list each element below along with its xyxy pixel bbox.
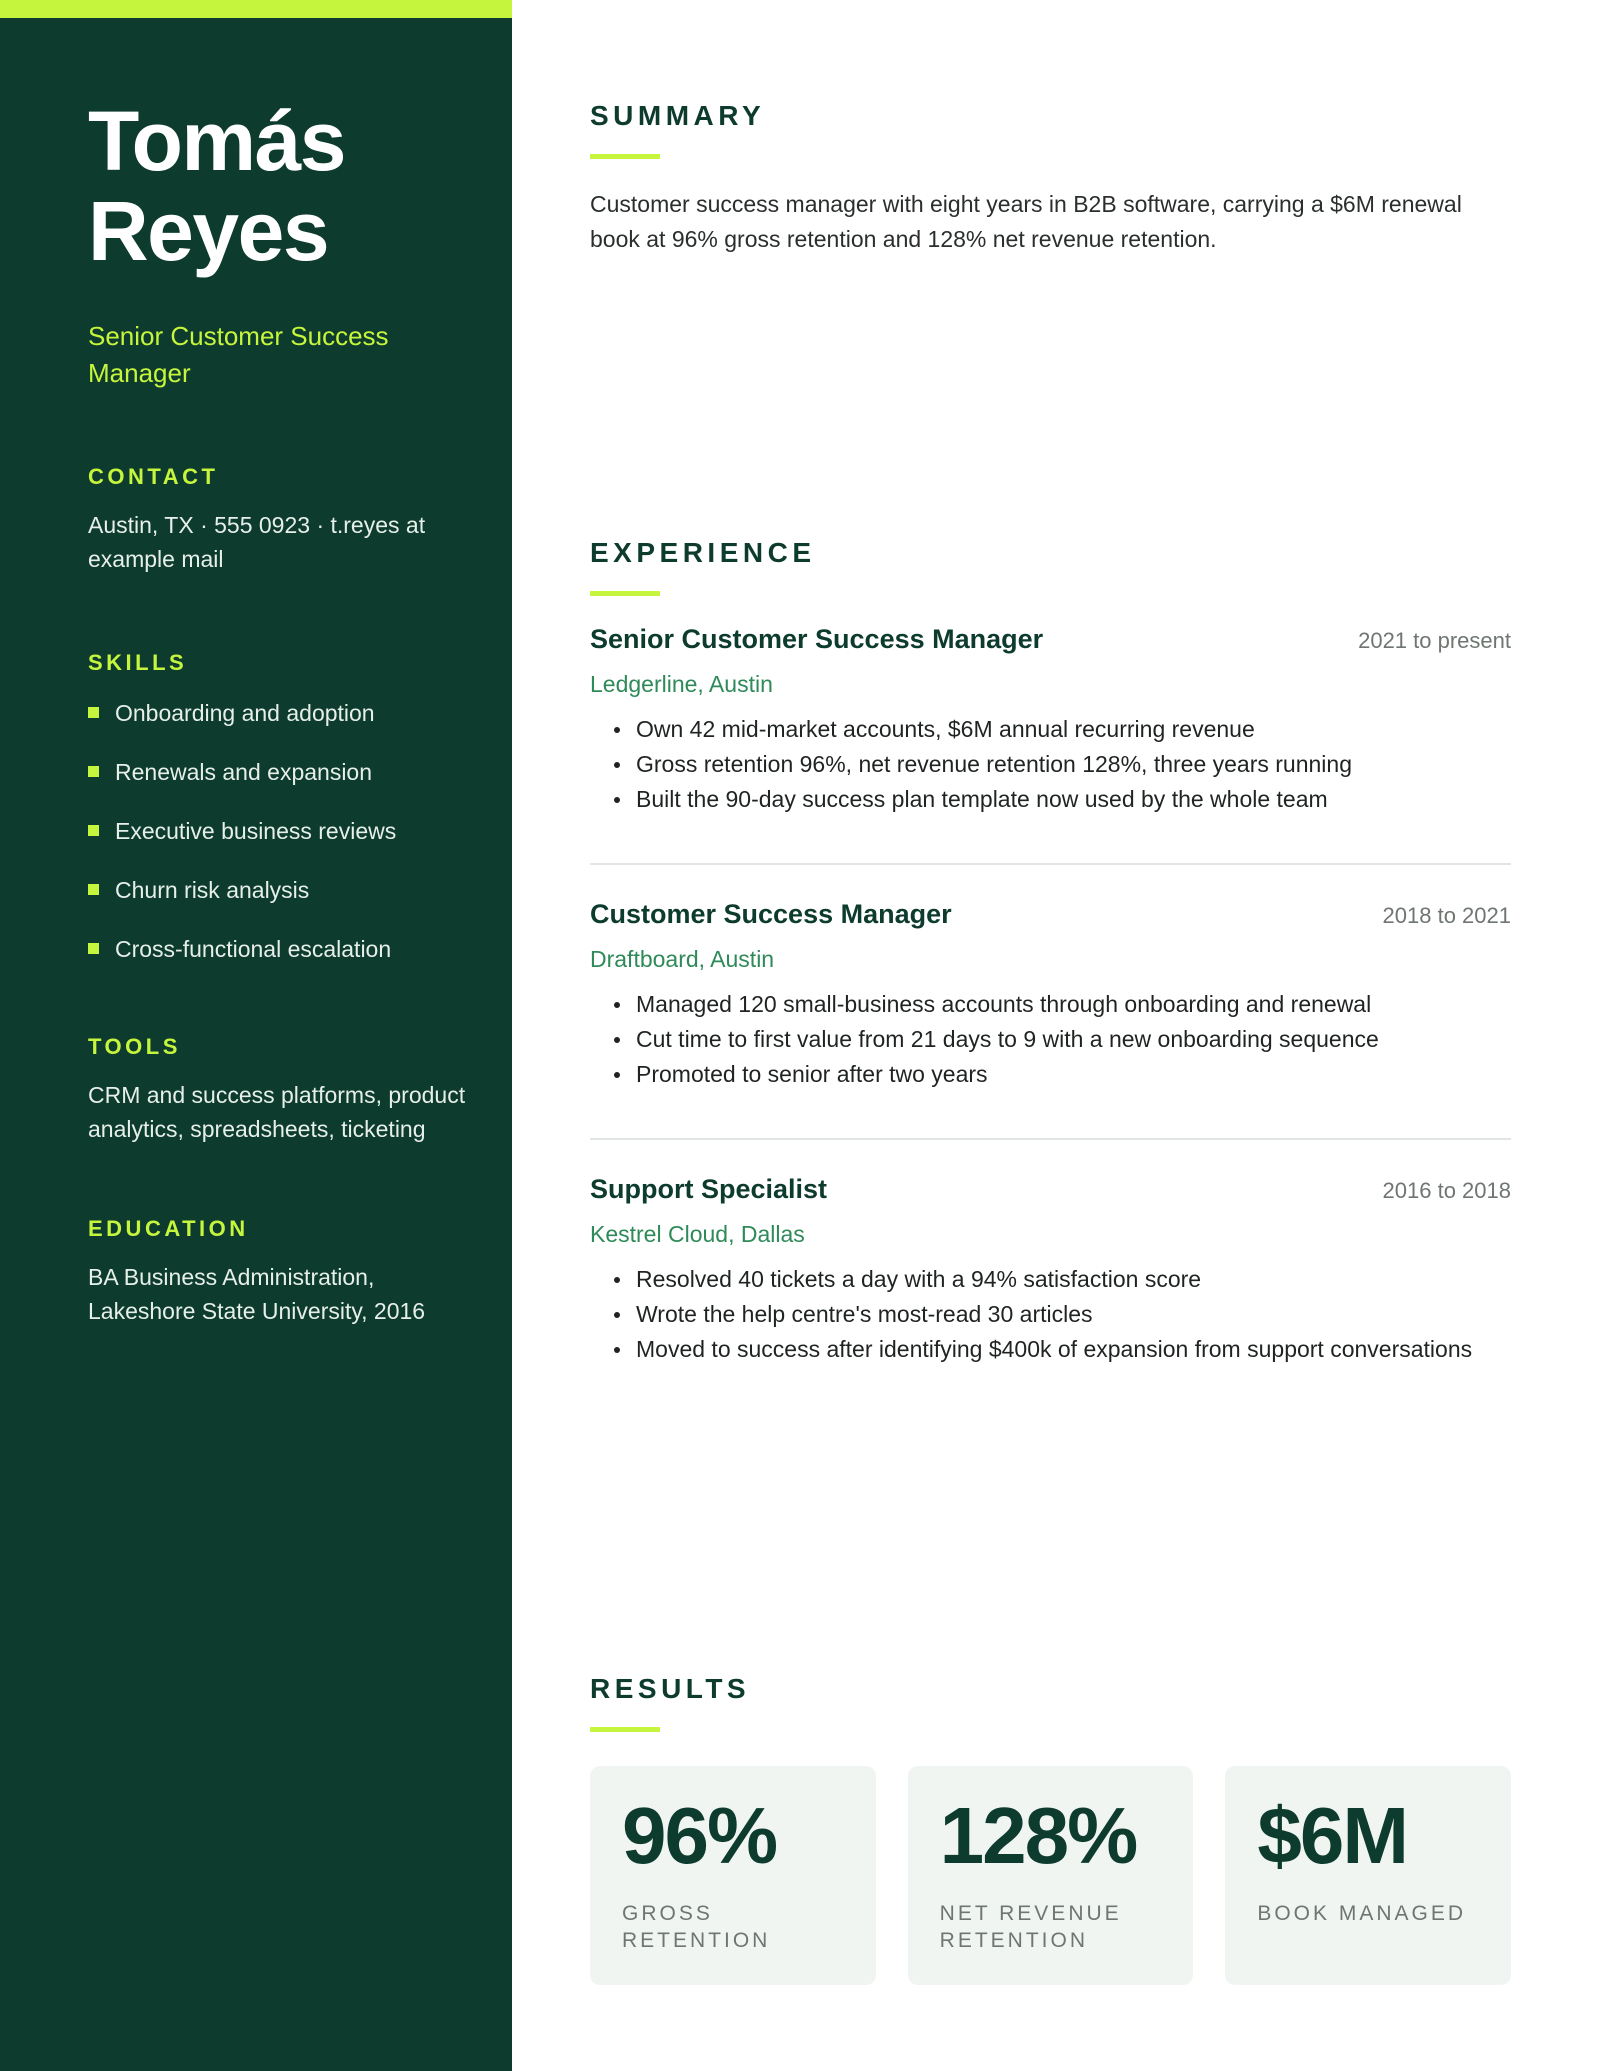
results-heading: RESULTS <box>590 1673 751 1704</box>
skill-item <box>88 934 468 964</box>
job-bullets <box>636 987 1511 1092</box>
result-card <box>1225 1766 1511 1985</box>
experience-heading: EXPERIENCE <box>590 537 816 568</box>
job-bullet: Managed 120 small-business accounts through onboarding and renewal <box>636 987 1511 1022</box>
result-card <box>590 1766 876 1985</box>
education-heading: EDUCATION <box>88 1216 249 1241</box>
job-bullet: Resolved 40 tickets a day with a 94% satisfaction score <box>636 1262 1511 1297</box>
square-bullet-icon <box>88 943 99 954</box>
tools-section <box>88 1034 468 1146</box>
skill-label: Executive business reviews <box>115 818 397 844</box>
job-header <box>590 899 1511 930</box>
job-entry <box>590 863 1511 1138</box>
result-value: $6M <box>1257 1791 1407 1880</box>
experience-section <box>590 537 1511 1413</box>
job-bullet: Own 42 mid-market accounts, $6M annual recurring revenue <box>636 712 1511 747</box>
result-label: GROSS RETENTION <box>622 1902 771 1952</box>
job-entry <box>590 1138 1511 1413</box>
job-bullet: Cut time to first value from 21 days to 9 with a new onboarding sequence <box>636 1022 1511 1057</box>
skills-list <box>88 698 468 964</box>
job-header <box>590 624 1511 655</box>
heading-accent-rule <box>590 154 660 159</box>
square-bullet-icon <box>88 884 99 895</box>
last-name: Reyes <box>88 184 329 278</box>
job-header <box>590 1174 1511 1205</box>
heading-accent-rule <box>590 591 660 596</box>
job-bullets <box>636 1262 1511 1367</box>
skill-item <box>88 875 468 905</box>
job-dates: 2021 to present <box>1358 628 1511 653</box>
job-title: Support Specialist <box>590 1174 828 1204</box>
skill-label: Cross-functional escalation <box>115 936 392 962</box>
skill-label: Onboarding and adoption <box>115 700 375 726</box>
result-value: 128% <box>939 1791 1137 1880</box>
first-name: Tomás <box>88 94 346 188</box>
contact-heading: CONTACT <box>88 464 219 489</box>
result-card <box>908 1766 1194 1985</box>
skill-item <box>88 757 468 787</box>
accent-top-bar <box>0 0 512 18</box>
job-bullet: Moved to success after identifying $400k of expansion from support conversations <box>636 1332 1511 1367</box>
result-label: NET REVENUE RETENTION <box>939 1902 1122 1952</box>
square-bullet-icon <box>88 707 99 718</box>
contact-section <box>88 464 468 576</box>
job-bullets <box>636 712 1511 817</box>
education-text: BA Business Administration, Lakeshore State University, 2016 <box>88 1264 426 1324</box>
square-bullet-icon <box>88 825 99 836</box>
skill-item <box>88 816 468 846</box>
job-company: Draftboard, Austin <box>590 946 775 972</box>
summary-heading: SUMMARY <box>590 100 766 131</box>
tools-heading: TOOLS <box>88 1034 181 1059</box>
contact-text: Austin, TX · 555 0923 · t.reyes at example mail <box>88 512 426 572</box>
square-bullet-icon <box>88 766 99 777</box>
job-company: Ledgerline, Austin <box>590 671 773 697</box>
summary-section <box>590 100 1511 257</box>
results-cards <box>590 1766 1511 1985</box>
job-entry <box>590 624 1511 863</box>
job-company: Kestrel Cloud, Dallas <box>590 1221 805 1247</box>
job-role: Senior Customer Success Manager <box>88 321 389 388</box>
skills-heading: SKILLS <box>88 650 188 675</box>
tools-text: CRM and success platforms, product analytics, spreadsheets, ticketing <box>88 1082 466 1142</box>
job-title: Customer Success Manager <box>590 899 952 929</box>
job-bullet: Promoted to senior after two years <box>636 1057 1511 1092</box>
result-value: 96% <box>622 1791 777 1880</box>
candidate-name <box>88 96 468 276</box>
job-bullet: Wrote the help centre's most-read 30 articles <box>636 1297 1511 1332</box>
heading-accent-rule <box>590 1727 660 1732</box>
results-section <box>590 1673 1511 1985</box>
job-dates: 2018 to 2021 <box>1382 903 1511 928</box>
skill-label: Renewals and expansion <box>115 759 373 785</box>
sidebar-content <box>88 96 468 1328</box>
job-bullet: Gross retention 96%, net revenue retention 128%, three years running <box>636 747 1511 782</box>
job-title: Senior Customer Success Manager <box>590 624 1044 654</box>
job-dates: 2016 to 2018 <box>1382 1178 1511 1203</box>
education-section <box>88 1216 468 1328</box>
skill-label: Churn risk analysis <box>115 877 310 903</box>
job-bullet: Built the 90-day success plan template now used by the whole team <box>636 782 1511 817</box>
summary-text: Customer success manager with eight years in B2B software, carrying a $6M renewal book at 96% gross retention and 128% net revenue retention. <box>590 191 1462 252</box>
result-label: BOOK MANAGED <box>1257 1902 1467 1925</box>
sidebar <box>0 0 512 2071</box>
skill-item <box>88 698 468 728</box>
skills-section <box>88 650 468 964</box>
